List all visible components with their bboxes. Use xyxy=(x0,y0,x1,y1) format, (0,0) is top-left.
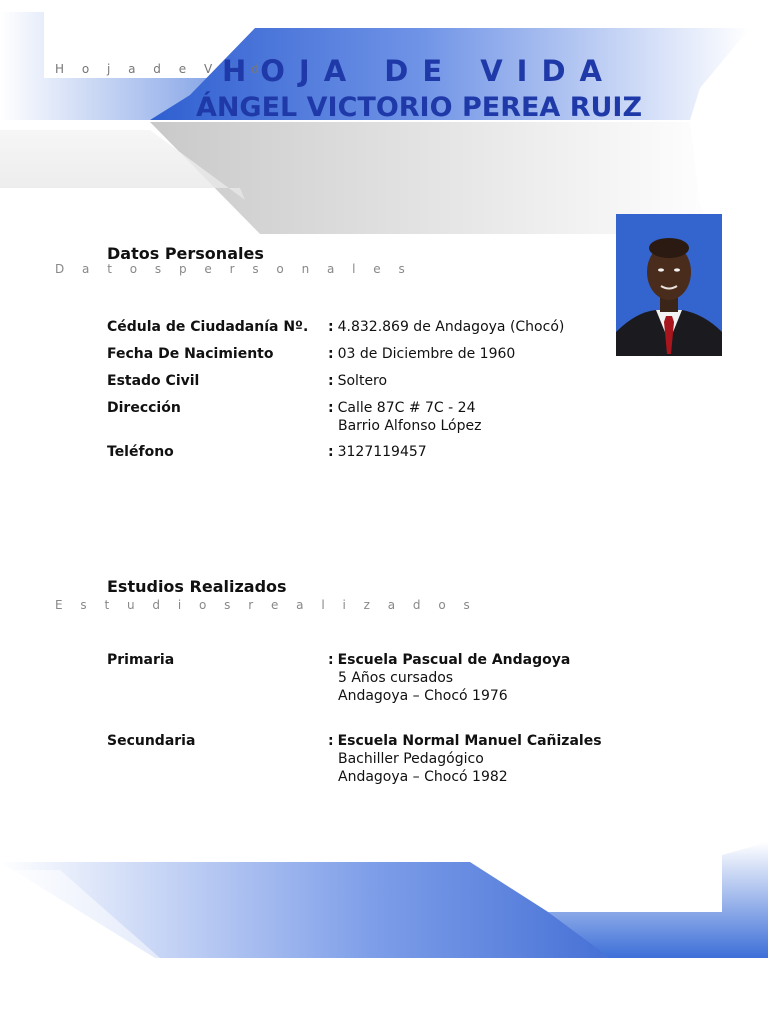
field-label: Estado Civil xyxy=(107,373,200,389)
field-label: Cédula de Ciudadanía Nº. xyxy=(107,319,309,335)
profile-photo xyxy=(616,214,722,356)
field-value: : Soltero xyxy=(328,373,388,389)
field-value: : 3127119457 xyxy=(328,444,427,460)
field-label: Primaria xyxy=(107,652,175,668)
field-value: : Escuela Normal Manuel Cañizales Bachiller Pedagógico Andagoya – Chocó 1982 xyxy=(328,733,602,785)
field-label: Dirección xyxy=(107,400,181,416)
section-subtitle-studies: E s t u d i o s r e a l i z a d o s xyxy=(55,598,477,612)
field-value: : 4.832.869 de Andagoya (Chocó) xyxy=(328,319,565,335)
page-title: HOJA DE VIDA xyxy=(222,54,616,88)
field-value: : Escuela Pascual de Andagoya 5 Años cursados Andagoya – Chocó 1976 xyxy=(328,652,571,704)
field-value: : 03 de Diciembre de 1960 xyxy=(328,346,516,362)
field-label: Teléfono xyxy=(107,444,174,460)
field-label: Fecha De Nacimiento xyxy=(107,346,274,362)
field-value: : Calle 87C # 7C - 24 Barrio Alfonso López xyxy=(328,400,482,434)
section-title-personal: Datos Personales xyxy=(107,244,264,263)
section-title-studies: Estudios Realizados xyxy=(107,577,287,596)
field-label: Secundaria xyxy=(107,733,196,749)
header-watermark: H o j a d e V i d a xyxy=(55,62,291,76)
section-subtitle-personal: D a t o s p e r s o n a l e s xyxy=(55,262,412,276)
person-name: ÁNGEL VICTORIO PEREA RUIZ xyxy=(195,92,643,123)
